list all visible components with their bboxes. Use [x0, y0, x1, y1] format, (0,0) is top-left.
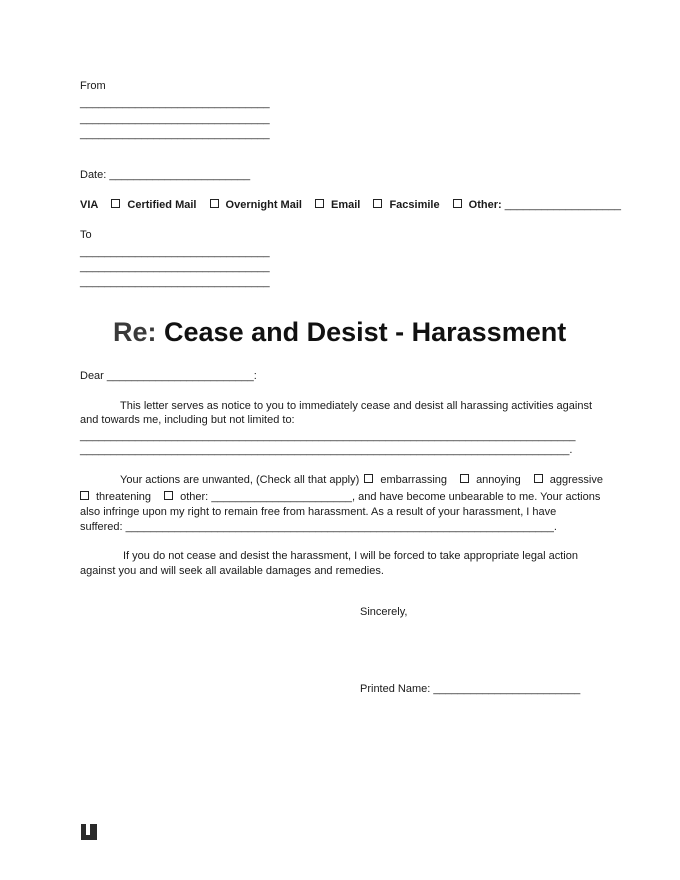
- suffered-label: suffered:: [80, 521, 123, 533]
- printed-name-blank[interactable]: ________________________: [433, 683, 581, 695]
- paragraph2-line4: [80, 521, 557, 533]
- option-other: other:: [180, 491, 209, 503]
- from-line-2[interactable]: _______________________________: [80, 113, 270, 125]
- checkbox-threatening[interactable]: [80, 491, 89, 500]
- printed-name-label: Printed Name:: [360, 683, 431, 695]
- paragraph1-line1: This letter serves as notice to you to immediately cease and desist all harassing activities against: [120, 400, 593, 412]
- checkbox-embarrassing[interactable]: [364, 474, 373, 483]
- closing: Sincerely,: [360, 606, 408, 618]
- salutation-colon: :: [253, 370, 257, 382]
- from-line-3[interactable]: _______________________________: [80, 128, 270, 140]
- title-prefix: Re:: [113, 317, 157, 347]
- paragraph2-line3: also infringe upon my right to remain free from harassment. As a result of your harassment, I have: [80, 506, 557, 518]
- option-embarrassing: embarrassing: [380, 474, 447, 486]
- via-row: [80, 199, 621, 211]
- date-label: Date:: [80, 169, 107, 181]
- date-row: [80, 169, 250, 181]
- paragraph2-intro: Your actions are unwanted, (Check all that apply): [120, 474, 360, 486]
- to-line-3[interactable]: _______________________________: [80, 276, 270, 288]
- option-aggressive: aggressive: [549, 474, 603, 486]
- checkbox-annoying[interactable]: [460, 474, 469, 483]
- option-annoying: annoying: [476, 474, 521, 486]
- paragraph2-line1: [120, 474, 603, 486]
- via-option-facsimile: Facsimile: [389, 199, 440, 211]
- salutation-blank[interactable]: ________________________: [106, 370, 254, 382]
- paragraph3-line2: against you and will seek all available damages and remedies.: [80, 565, 384, 577]
- via-option-email: Email: [331, 199, 361, 211]
- via-label: VIA: [80, 199, 99, 211]
- salutation-label: Dear: [80, 370, 104, 382]
- checkbox-email[interactable]: [315, 199, 324, 208]
- paragraph2-line2: [80, 491, 600, 503]
- date-blank[interactable]: _______________________: [109, 169, 251, 181]
- option-threatening: threatening: [96, 491, 152, 503]
- paragraph1-blank1[interactable]: _________________________________________________________________________________: [80, 430, 576, 442]
- paragraph3-line1: If you do not cease and desist the harassment, I will be forced to take appropriate legal action: [123, 550, 578, 562]
- to-label: To: [80, 229, 92, 241]
- paragraph2-line2-tail: , and have become unbearable to me. Your actions: [352, 491, 601, 503]
- checkbox-overnight-mail[interactable]: [210, 199, 219, 208]
- paragraph1-blank2[interactable]: ________________________________________________________________________________.: [80, 444, 573, 456]
- checkbox-certified-mail[interactable]: [111, 199, 120, 208]
- suffered-blank[interactable]: ______________________________________________________________________.: [125, 521, 557, 533]
- via-option-overnight-mail: Overnight Mail: [225, 199, 302, 211]
- via-option-other: Other:: [468, 199, 502, 211]
- paragraph1-line2: and towards me, including but not limited to:: [80, 414, 295, 426]
- checkbox-facsimile[interactable]: [373, 199, 382, 208]
- via-option-certified-mail: Certified Mail: [127, 199, 197, 211]
- checkbox-aggressive[interactable]: [534, 474, 543, 483]
- via-other-blank[interactable]: ___________________: [504, 199, 621, 211]
- salutation: [80, 370, 257, 382]
- brand-logo-icon: [81, 824, 97, 840]
- title-text: Cease and Desist - Harassment: [164, 317, 567, 347]
- printed-name: [360, 683, 580, 695]
- checkbox-other-action[interactable]: [164, 491, 173, 500]
- from-label: From: [80, 80, 106, 92]
- checkbox-other[interactable]: [453, 199, 462, 208]
- to-line-1[interactable]: _______________________________: [80, 246, 270, 258]
- to-line-2[interactable]: _______________________________: [80, 261, 270, 273]
- from-line-1[interactable]: _______________________________: [80, 97, 270, 109]
- other-action-blank[interactable]: _______________________: [211, 491, 353, 503]
- document-title: [113, 317, 566, 348]
